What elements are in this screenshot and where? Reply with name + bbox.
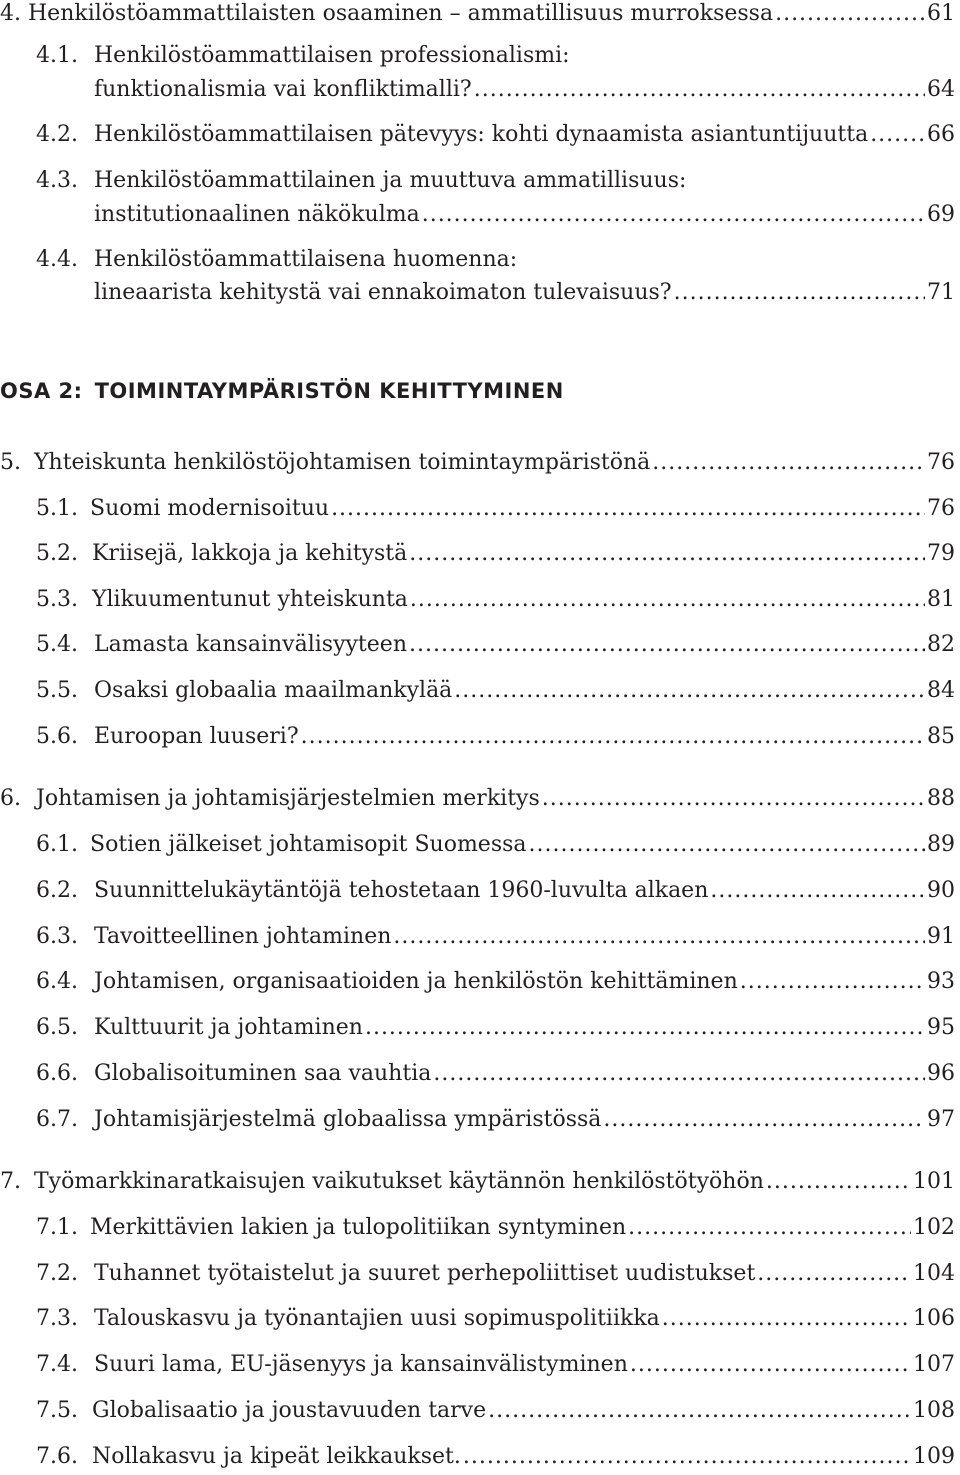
toc-section-4-4[interactable] (94, 275, 955, 311)
section-number: 4.2. (36, 122, 78, 147)
toc-chapter-6[interactable] (0, 781, 955, 817)
dot-leader (766, 1164, 911, 1200)
section-number: 5.3. (36, 587, 78, 612)
dot-leader (331, 491, 925, 527)
section-number: 4.1. (36, 43, 78, 68)
section-title: Osaksi globaalia maailmankylää (94, 678, 453, 703)
page-number: 108 (913, 1398, 955, 1423)
toc-section-6-3[interactable] (36, 919, 955, 955)
dot-leader (488, 1393, 911, 1429)
toc-section-4-2[interactable] (36, 117, 955, 153)
dot-leader (365, 1010, 925, 1046)
section-number: 5.2. (36, 541, 78, 566)
page-number: 106 (913, 1306, 955, 1331)
section-title: Sotien jälkeiset johtamisopit Suomessa (90, 832, 527, 857)
chapter-title: Työmarkkinaratkaisujen vaikutukset käytännön henkilöstötyöhön (34, 1169, 764, 1194)
page-number: 84 (927, 678, 955, 703)
dot-leader (393, 919, 925, 955)
toc-section-7-6[interactable] (36, 1439, 955, 1475)
section-number: 6.5. (36, 1015, 78, 1040)
page-number: 93 (927, 969, 955, 994)
section-number: 7.6. (36, 1444, 78, 1469)
section-number: 5.1. (36, 496, 78, 521)
page-number: 97 (927, 1107, 955, 1132)
page-number: 85 (927, 724, 955, 749)
toc-section-4-1[interactable] (94, 72, 955, 108)
part-title: TOIMINTAYMPÄRISTÖN KEHITTYMINEN (94, 379, 564, 403)
section-number: 6.2. (36, 878, 78, 903)
section-number: 6.1. (36, 832, 78, 857)
toc-chapter-5[interactable] (0, 445, 955, 481)
section-number: 7.2. (36, 1261, 78, 1286)
section-number: 5.6. (36, 724, 78, 749)
chapter-title: Yhteiskunta henkilöstöjohtamisen toimintaympäristönä (34, 450, 651, 475)
toc-section-6-7[interactable] (36, 1102, 955, 1138)
toc-section-7-3[interactable] (36, 1301, 955, 1337)
section-number: 7.4. (36, 1352, 78, 1377)
toc-section-7-1[interactable] (36, 1210, 955, 1246)
toc-section-5-1[interactable] (36, 491, 955, 527)
chapter-title: Henkilöstöammattilaisten osaaminen – ammatillisuus murroksessa (28, 1, 774, 26)
toc-chapter-4[interactable] (0, 0, 955, 32)
page-number: 90 (927, 878, 955, 903)
page-number: 109 (913, 1444, 955, 1469)
toc-section-6-4[interactable] (36, 964, 955, 1000)
dot-leader (630, 1347, 911, 1383)
section-number: 4.3. (36, 168, 78, 193)
dot-leader (628, 1210, 911, 1246)
section-title: Lamasta kansainvälisyyteen (94, 632, 407, 657)
section-title: Talouskasvu ja työnantajien uusi sopimuspolitiikka (94, 1306, 660, 1331)
toc-section-5-5[interactable] (36, 673, 955, 709)
dot-leader (433, 1056, 925, 1092)
page-number: 69 (927, 202, 955, 227)
page-number: 101 (913, 1169, 955, 1194)
section-number: 4.4. (36, 247, 78, 272)
section-number: 6.4. (36, 969, 78, 994)
dot-leader (422, 197, 925, 233)
section-title: Johtamisjärjestelmä globaalissa ympäristössä (94, 1107, 602, 1132)
page-number: 91 (927, 924, 955, 949)
chapter-number: 5. (0, 450, 21, 475)
dot-leader (529, 827, 925, 863)
page-number: 79 (927, 541, 955, 566)
section-number: 5.5. (36, 678, 78, 703)
section-title: Ylikuumentunut yhteiskunta (92, 587, 408, 612)
section-title-line2: lineaarista kehitystä vai ennakoimaton tulevaisuus? (94, 280, 672, 305)
page-number: 61 (927, 1, 955, 26)
page-number: 107 (913, 1352, 955, 1377)
dot-leader (463, 1439, 911, 1475)
section-title: Tuhannet työtaistelut ja suuret perhepoliittiset uudistukset (94, 1261, 756, 1286)
section-number: 5.4. (36, 632, 78, 657)
dot-leader (409, 627, 925, 663)
section-number: 6.7. (36, 1107, 78, 1132)
dot-leader (652, 445, 925, 481)
page-number: 95 (927, 1015, 955, 1040)
section-number: 7.5. (36, 1398, 78, 1423)
page-number: 64 (927, 77, 955, 102)
section-title-line1[interactable]: Henkilöstöammattilaisen professionalismi: (94, 43, 570, 68)
toc-chapter-7[interactable] (0, 1164, 955, 1200)
toc-section-7-2[interactable] (36, 1256, 955, 1292)
section-title: Globalisoituminen saa vauhtia (94, 1061, 432, 1086)
dot-leader (301, 719, 925, 755)
page-number: 81 (927, 587, 955, 612)
toc-section-5-4[interactable] (36, 627, 955, 663)
dot-leader (775, 0, 925, 32)
dot-leader (674, 275, 925, 311)
section-title: Kulttuurit ja johtaminen (94, 1015, 363, 1040)
section-title: Nollakasvu ja kipeät leikkaukset. (92, 1444, 461, 1469)
section-title: Suomi modernisoituu (90, 496, 330, 521)
chapter-number: 6. (0, 786, 21, 811)
page-number: 66 (927, 122, 955, 147)
section-title: Suunnittelukäytäntöjä tehostetaan 1960-luvulta alkaen (94, 878, 709, 903)
section-title: Euroopan luuseri? (94, 724, 299, 749)
dot-leader (603, 1102, 925, 1138)
page-number: 102 (913, 1215, 955, 1240)
section-title-line1[interactable]: Henkilöstöammattilaisena huomenna: (94, 247, 518, 272)
section-title: Suuri lama, EU-jäsenyys ja kansainvälistyminen (94, 1352, 628, 1377)
toc-section-6-6[interactable] (36, 1056, 955, 1092)
section-number: 6.3. (36, 924, 78, 949)
toc-section-7-4[interactable] (36, 1347, 955, 1383)
toc-section-5-2[interactable] (36, 536, 955, 572)
page-number: 89 (927, 832, 955, 857)
chapter-number: 7. (0, 1169, 21, 1194)
section-number: 6.6. (36, 1061, 78, 1086)
page-number: 76 (927, 496, 955, 521)
dot-leader (740, 964, 925, 1000)
section-title-line2: funktionalismia vai konfliktimalli? (94, 77, 472, 102)
section-number: 7.1. (36, 1215, 78, 1240)
section-title: Tavoitteellinen johtaminen (94, 924, 392, 949)
page-number: 88 (927, 786, 955, 811)
page-number: 104 (913, 1261, 955, 1286)
page-number: 82 (927, 632, 955, 657)
section-number: 7.3. (36, 1306, 78, 1331)
part-label: OSA 2: (0, 379, 83, 403)
chapter-number: 4. (0, 1, 21, 26)
toc-section-7-5[interactable] (36, 1393, 955, 1429)
section-title: Johtamisen, organisaatioiden ja henkilöstön kehittäminen (94, 969, 738, 994)
toc-section-5-3[interactable] (36, 582, 955, 618)
toc-section-4-3[interactable] (94, 197, 955, 233)
page-number: 76 (927, 450, 955, 475)
dot-leader (710, 873, 925, 909)
dot-leader (662, 1301, 911, 1337)
dot-leader (870, 117, 925, 153)
dot-leader (542, 781, 925, 817)
section-title: Henkilöstöammattilaisen pätevyys: kohti dynaamista asiantuntijuutta (94, 122, 869, 147)
dot-leader (757, 1256, 911, 1292)
dot-leader (410, 582, 925, 618)
toc-section-6-2[interactable] (36, 873, 955, 909)
page-number: 71 (927, 280, 955, 305)
section-title: Kriisejä, lakkoja ja kehitystä (92, 541, 408, 566)
toc-section-5-6[interactable] (36, 719, 955, 755)
section-title: Globalisaatio ja joustavuuden tarve (92, 1398, 487, 1423)
dot-leader (409, 536, 925, 572)
dot-leader (454, 673, 925, 709)
section-title-line1[interactable]: Henkilöstöammattilainen ja muuttuva ammatillisuus: (94, 168, 687, 193)
chapter-title: Johtamisen ja johtamisjärjestelmien merkitys (36, 786, 540, 811)
dot-leader (474, 72, 925, 108)
toc-section-6-5[interactable] (36, 1010, 955, 1046)
section-title: Merkittävien lakien ja tulopolitiikan syntyminen (90, 1215, 627, 1240)
section-title-line2: institutionaalinen näkökulma (94, 202, 420, 227)
toc-section-6-1[interactable] (36, 827, 955, 863)
part-heading (0, 375, 564, 407)
page-number: 96 (927, 1061, 955, 1086)
